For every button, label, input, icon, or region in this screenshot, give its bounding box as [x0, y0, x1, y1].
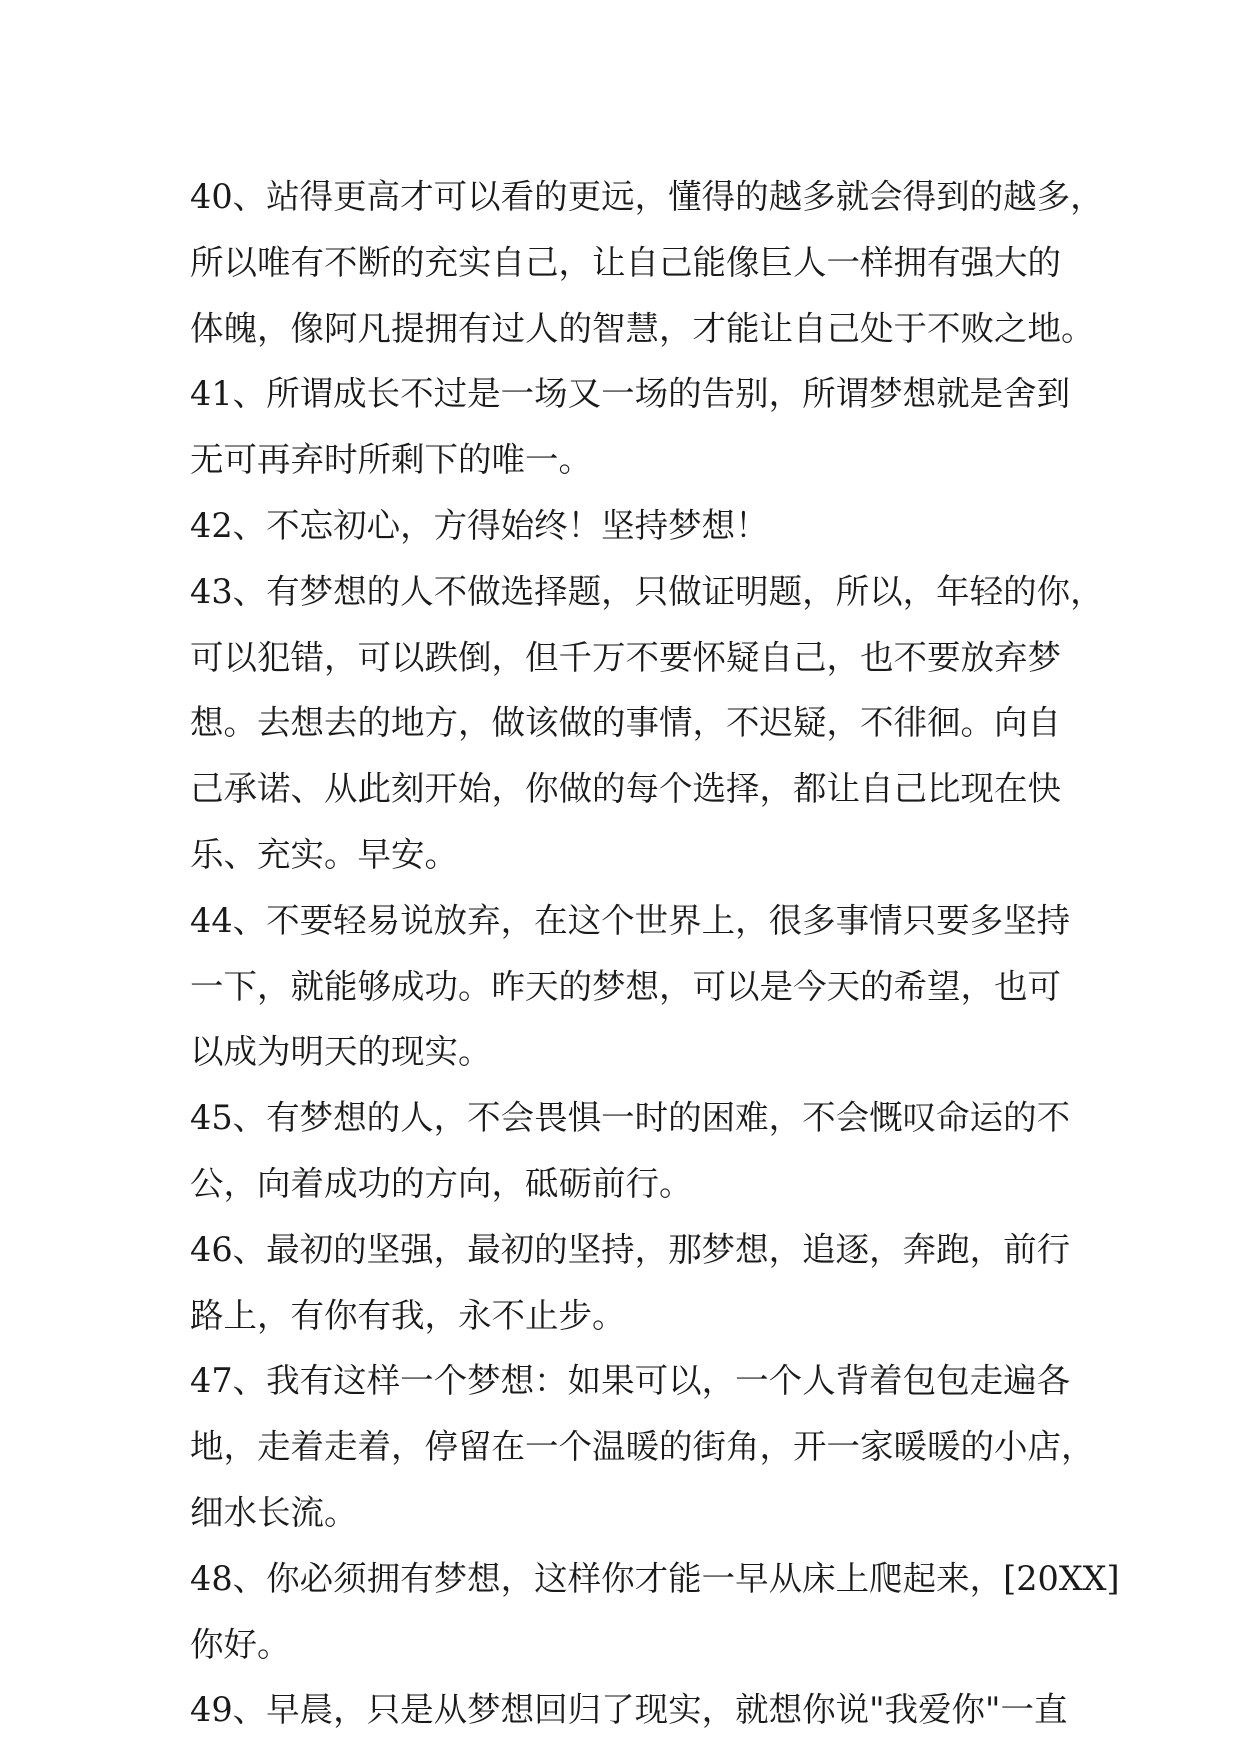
text-line: 己承诺、从此刻开始，你做的每个选择，都让自己比现在快 — [190, 769, 1061, 809]
text-line: 路上，有你有我，永不止步。 — [190, 1295, 626, 1335]
text-line: 你好。 — [190, 1624, 291, 1664]
text-line: 44、不要轻易说放弃，在这个世界上，很多事情只要多坚持 — [190, 900, 1071, 940]
text-line: 47、我有这样一个梦想：如果可以，一个人背着包包走遍各 — [190, 1361, 1071, 1401]
text-line: 想。去想去的地方，做该做的事情，不迟疑，不徘徊。向自 — [190, 703, 1061, 743]
text-line: 公，向着成功的方向，砥砺前行。 — [190, 1163, 693, 1203]
text-line: 所以唯有不断的充实自己，让自己能像巨人一样拥有强大的 — [190, 242, 1061, 282]
text-line: 43、有梦想的人不做选择题，只做证明题，所以，年轻的你， — [190, 571, 1104, 611]
text-line: 41、所谓成长不过是一场又一场的告别，所谓梦想就是舍到 — [190, 374, 1071, 414]
text-line: 一下，就能够成功。昨天的梦想，可以是今天的希望，也可 — [190, 966, 1061, 1006]
text-line: 以成为明天的现实。 — [190, 1032, 492, 1072]
text-line: 42、不忘初心，方得始终！坚持梦想！ — [190, 505, 769, 545]
text-line: 无可再弃时所剩下的唯一。 — [190, 440, 592, 480]
text-line: 45、有梦想的人，不会畏惧一时的困难，不会慨叹命运的不 — [190, 1098, 1071, 1138]
text-line: 体魄，像阿凡提拥有过人的智慧，才能让自己处于不败之地。 — [190, 308, 1095, 348]
text-line: 可以犯错，可以跌倒，但千万不要怀疑自己，也不要放弃梦 — [190, 637, 1061, 677]
text-line: 48、你必须拥有梦想，这样你才能一早从床上爬起来，[20XX] — [190, 1558, 1120, 1598]
document-body — [190, 164, 1120, 1743]
text-line: 49、早晨，只是从梦想回归了现实，就想你说"我爱你"一直 — [190, 1690, 1068, 1730]
text-line: 地，走着走着，停留在一个温暖的街角，开一家暖暖的小店， — [190, 1427, 1095, 1467]
text-line: 乐、充实。早安。 — [190, 834, 458, 874]
text-line: 46、最初的坚强，最初的坚持，那梦想，追逐，奔跑，前行 — [190, 1229, 1071, 1269]
text-line: 40、站得更高才可以看的更远，懂得的越多就会得到的越多， — [190, 177, 1104, 216]
text-line: 细水长流。 — [190, 1492, 358, 1532]
